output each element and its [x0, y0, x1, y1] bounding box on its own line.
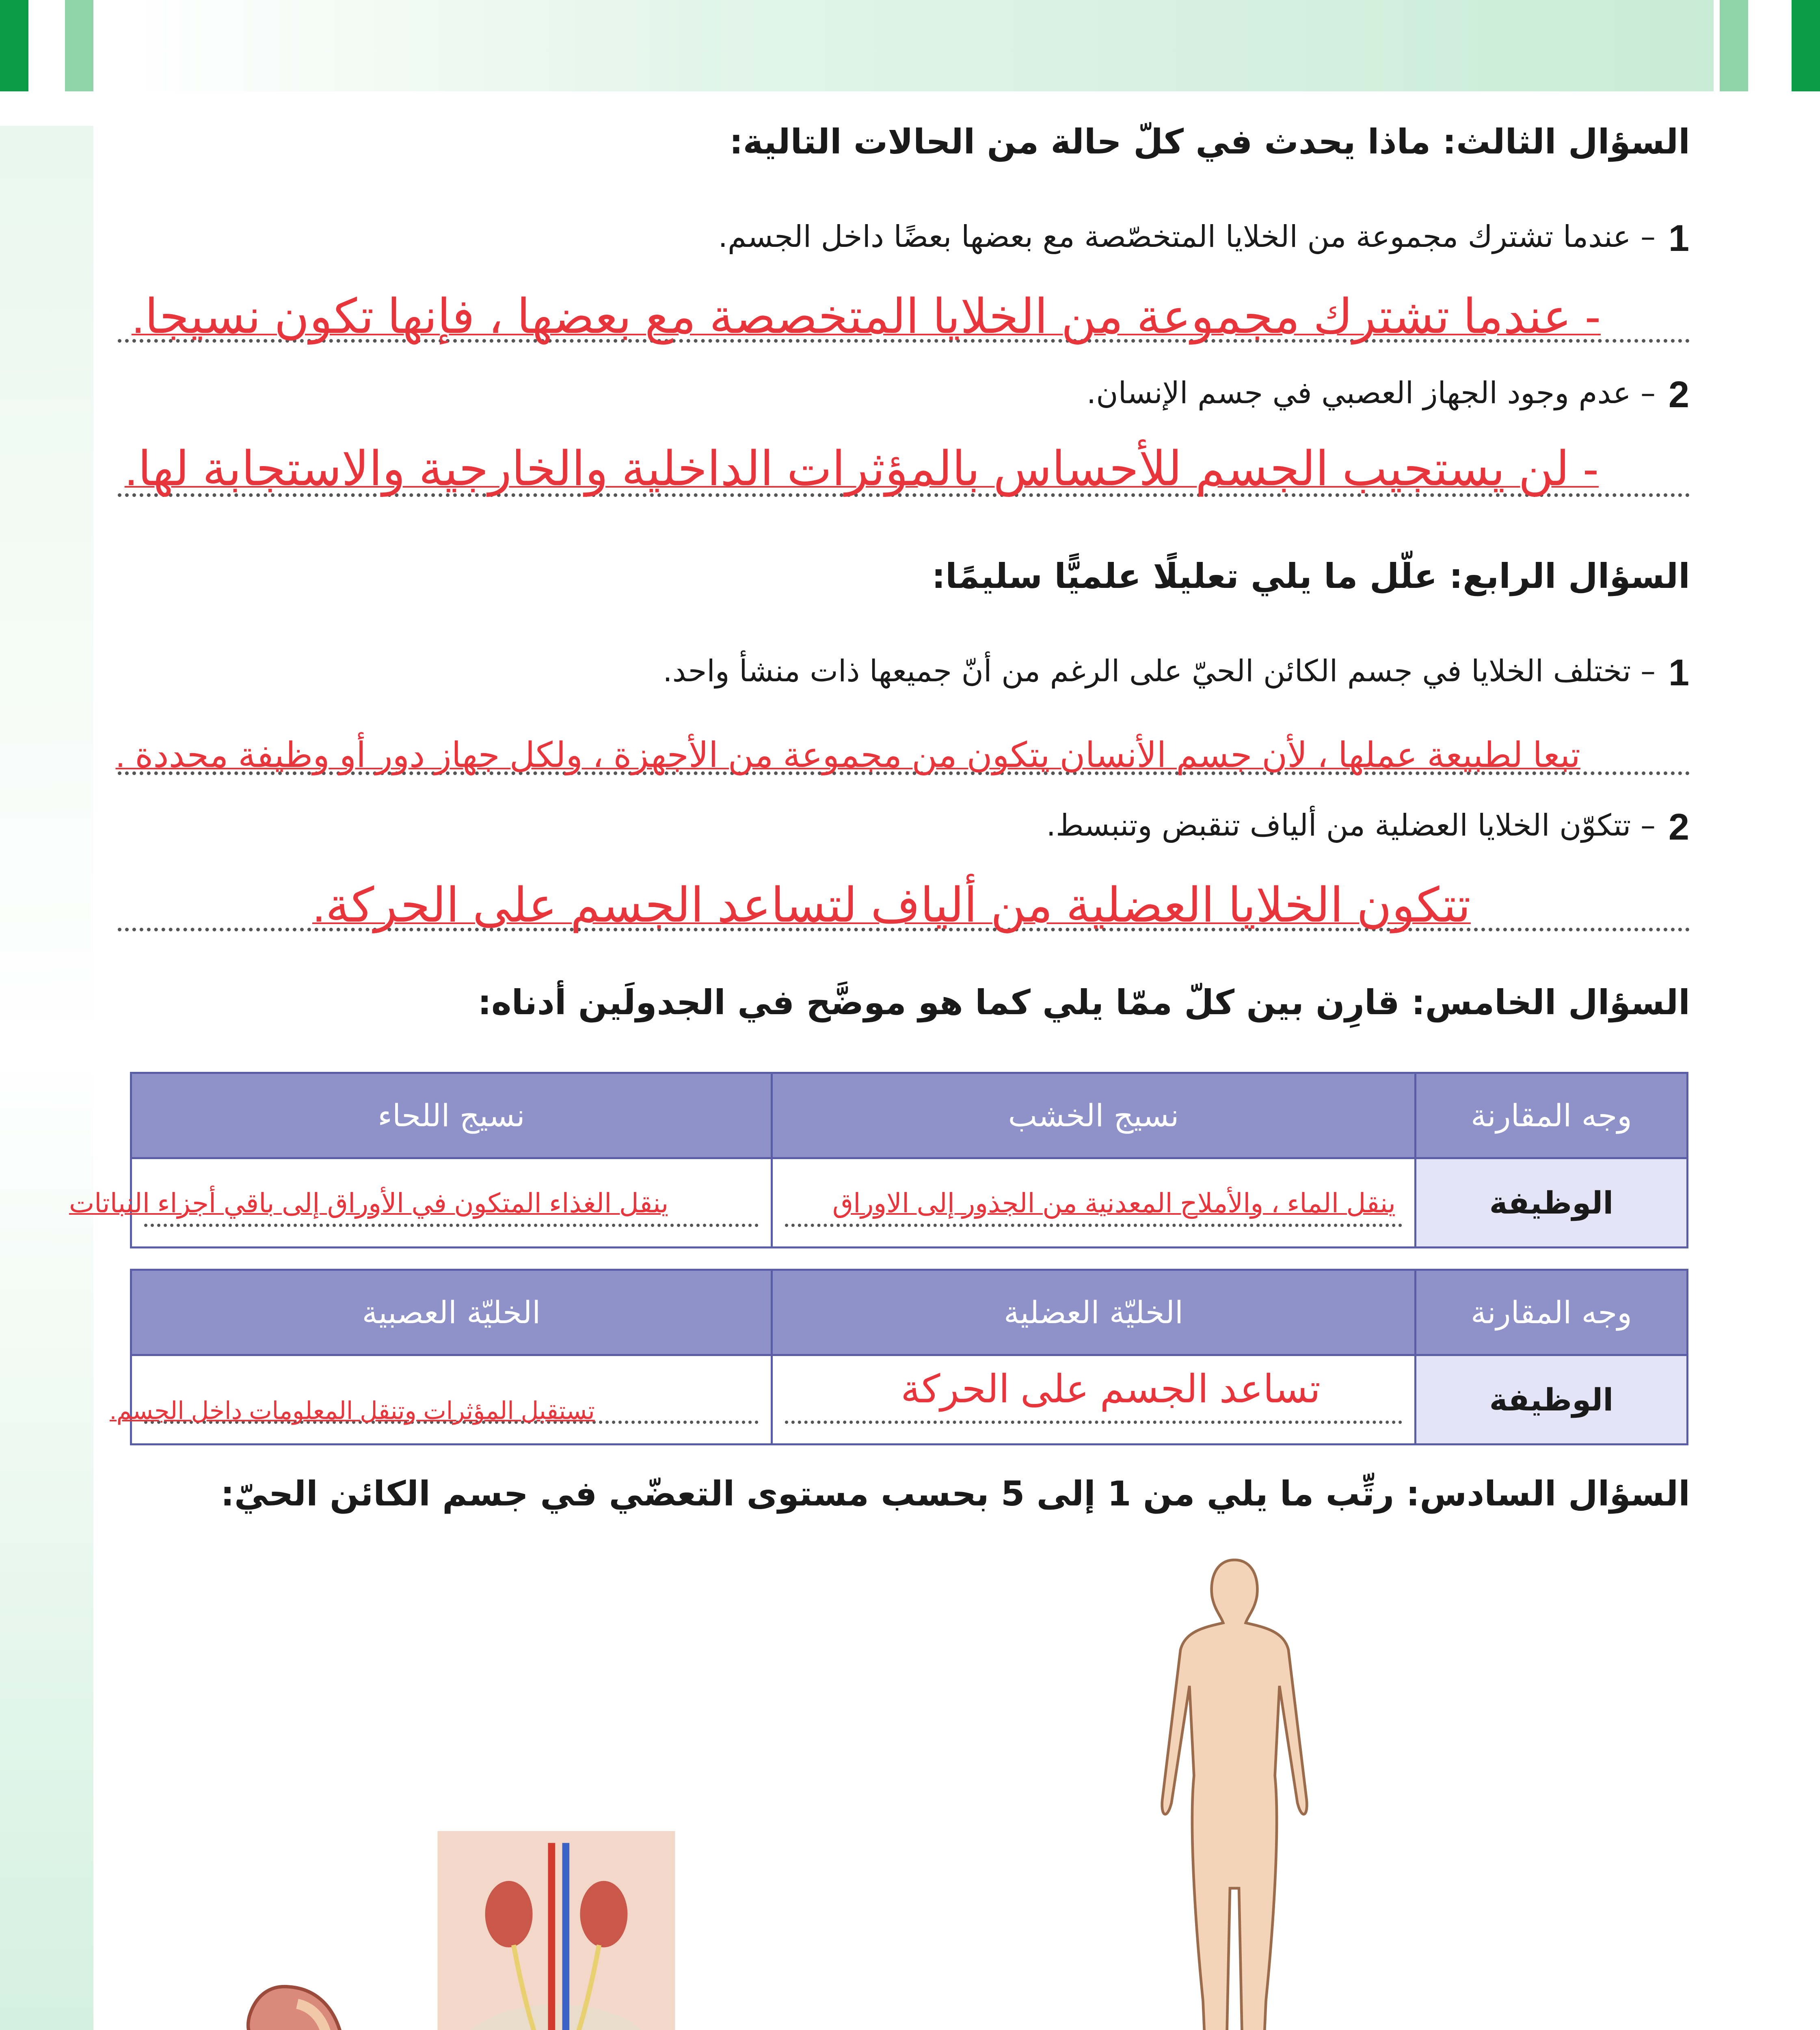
q3-item2-number: 2 — [1668, 374, 1689, 415]
human-body-image — [1121, 1551, 1348, 2030]
q3-item2-answer: - لن يستجيب الجسم للأحساس بالمؤثرات الداخلية والخارجية والاستجابة لها. — [124, 442, 1599, 496]
q3-item1-text: – عندما تشترك مجموعة من الخلايا المتخصّصة مع بعضها بعضًا داخل الجسم. — [718, 219, 1656, 254]
header-stripe — [1720, 0, 1748, 91]
table1-header-aspect: وجه المقارنة — [1416, 1073, 1688, 1158]
q4-item1-text: – تختلف الخلايا في جسم الكائن الحيّ على الرغم من أنّ جميعها ذات منشأ واحد. — [663, 654, 1656, 689]
comparison-table-xylem-phloem — [130, 1072, 1688, 1248]
header-band — [130, 0, 1714, 91]
table1-header-phloem: نسيج اللحاء — [131, 1073, 772, 1158]
q4-item1-answer: تبعا لطبيعة عملها ، لأن جسم الأنسان يتكون من مجموعة من الأجهزة ، ولكل جهاز دور أو وظيفة محددة . — [115, 736, 1580, 775]
table1-row-label: الوظيفة — [1416, 1158, 1688, 1248]
table2-row-label: الوظيفة — [1416, 1355, 1688, 1445]
table2-header-muscle-cell: الخليّة العضلية — [772, 1270, 1416, 1355]
table2-muscle-answer: تساعد الجسم على الحركة — [901, 1367, 1321, 1411]
q3-item1-number: 1 — [1668, 218, 1689, 259]
side-band — [0, 126, 93, 2030]
table1-phloem-answer: ينقل الغذاء المتكون في الأوراق إلى باقي أجزاء النباتات — [69, 1188, 669, 1218]
table2-header-nerve-cell: الخليّة العصبية — [131, 1270, 772, 1355]
table1-xylem-answer: ينقل الماء ، والأملاح المعدنية من الجذور إلى الاوراق — [832, 1188, 1396, 1218]
q4-item2-text: – تتكوّن الخلايا العضلية من ألياف تنقبض وتنبسط. — [1046, 808, 1656, 843]
table2-header-aspect: وجه المقارنة — [1416, 1270, 1688, 1355]
q4-item1-number: 1 — [1668, 652, 1689, 693]
kidney-image — [195, 1973, 365, 2030]
q3-item2-text: – عدم وجود الجهاز العصبي في جسم الإنسان. — [1086, 376, 1656, 410]
q3-title: السؤال الثالث: ماذا يحدث في كلّ حالة من الحالات التالية: — [729, 122, 1690, 162]
q6-title: السؤال السادس: رتِّب ما يلي من 1 إلى 5 بحسب مستوى التعضّي في جسم الكائن الحيّ: — [220, 1474, 1690, 1514]
q5-title: السؤال الخامس: قارِن بين كلّ ممّا يلي كما هو موضَّح في الجدولَين أدناه: — [478, 983, 1690, 1022]
table2-nerve-answer: تستقبل المؤثرات وتنقل المعلومات داخل الجسم. — [110, 1397, 595, 1424]
table1-header-xylem: نسيج الخشب — [772, 1073, 1416, 1158]
urinary-system-image — [434, 1831, 678, 2030]
q4-item2-answer: تتكون الخلايا العضلية من ألياف لتساعد الجسم على الحركة. — [312, 879, 1471, 932]
q3-item1-answer: - عندما تشترك مجموعة من الخلايا المتخصصة مع بعضها ، فإنها تكون نسيجا. — [131, 290, 1601, 343]
header-stripe — [65, 0, 93, 91]
q4-item2-number: 2 — [1668, 806, 1689, 848]
q4-title: السؤال الرابع: علّل ما يلي تعليلًا علميًّا سليمًا: — [932, 556, 1690, 596]
header-stripe — [0, 0, 28, 91]
header-stripe — [1792, 0, 1820, 91]
